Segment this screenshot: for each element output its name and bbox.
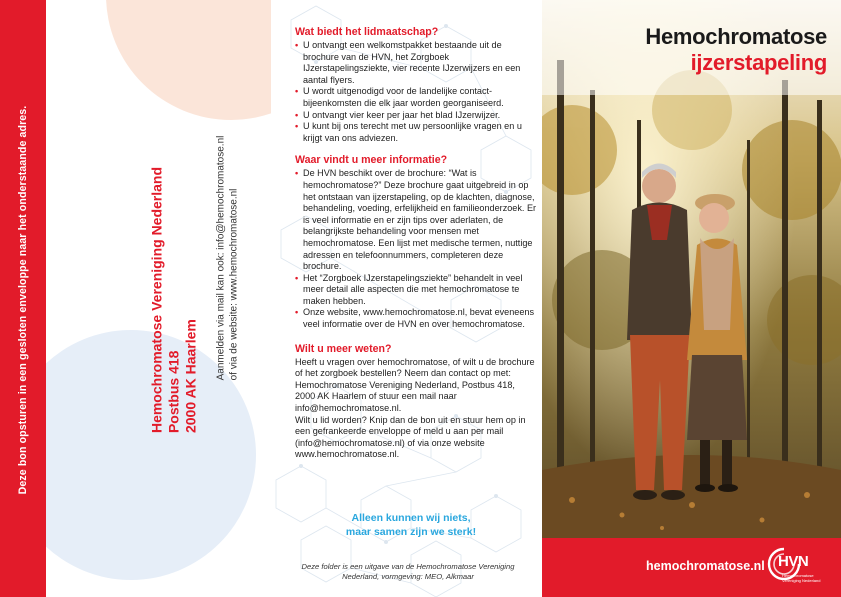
list-item: • U ontvangt vier keer per jaar het blad IJzerwijzer. [295, 110, 537, 122]
address-line: 2000 AK Haarlem [182, 319, 199, 434]
mailing-panel [46, 0, 271, 597]
section-heading: Wilt u meer weten? [295, 342, 392, 355]
logo-subtext-line: Hemochromatose [782, 573, 814, 578]
logo-text: HVN [778, 553, 809, 570]
slogan-line: maar samen zijn we sterk! [345, 525, 477, 538]
slogan [311, 512, 511, 539]
section-membership [295, 26, 537, 144]
cover-title-line: Hemochromatose [645, 24, 827, 49]
contact-paragraph: Heeft u vragen over hemochromatose, of wilt u de brochure of het zorgboek bestellen? Neem dan contact op met: Hemochromatose Vereniging Nederland, Postbus 418, 2000 AK Haarlem of stuur een mail naar info@hemochromatose.nl. [295, 356, 535, 414]
colophon-line: Deze folder is een uitgave van de Hemochromatose Vereniging [301, 562, 515, 571]
list-item: • Het “Zorgboek IJzerstapelingsziekte” behandelt in veel meer detail alle aspecten die met hemochromatose te maken hebben. [295, 273, 537, 308]
decorative-peach-circle [106, 0, 271, 120]
section-more-info [295, 154, 537, 330]
cover-subtitle-line: ijzerstapeling [690, 50, 827, 75]
send-instruction-text: Deze bon opsturen in een gesloten enveloppe naar het onderstaande adres. [17, 105, 29, 495]
cover-photo-couple-autumn-forest [542, 0, 841, 597]
logo-subtext-line: Vereniging Nederland [782, 578, 821, 583]
list-item: • U kunt bij ons terecht met uw persoonlijke vragen en u krijgt van ons adviezen. [295, 121, 537, 144]
bullet-list [295, 168, 537, 330]
colophon-line: Nederland, vormgeving: MEO, Alkmaar [342, 571, 474, 581]
address-line: Postbus 418 [165, 350, 182, 434]
register-info [216, 136, 241, 381]
list-item: • U wordt uitgenodigd voor de landelijke contact-bijeenkomsten die elk jaar worden georganiseerd. [295, 86, 537, 109]
register-line-website: of via de website: www.hemochromatose.nl [228, 188, 239, 381]
mailing-address [149, 167, 200, 433]
hvn-logo [764, 544, 834, 590]
footer-website-url: hemochromatose.nl [646, 559, 765, 573]
section-heading: Waar vindt u meer informatie? [295, 154, 448, 167]
cover-footer-bar [542, 538, 841, 597]
list-item: • Onze website, www.hemochromatose.nl, bevat eveneens veel informatie over de HVN en over hemochromatose. [295, 307, 537, 330]
address-line: Hemochromatose Vereniging Nederland [148, 166, 165, 434]
section-heading: Wat biedt het lidmaatschap? [295, 26, 439, 38]
colophon [293, 562, 523, 581]
information-text [295, 26, 537, 461]
section-contact [295, 343, 537, 461]
logo-subtext [782, 573, 838, 583]
list-item: • U ontvangt een welkomstpakket bestaande uit de brochure van de HVN, het Zorgboek IJzerstapelingsziekte, vier recente IJzerwijzers en een aantal flyers. [295, 40, 537, 86]
information-panel [271, 0, 542, 597]
membership-paragraph: Wilt u lid worden? Knip dan de bon uit en stuur hem op in een gefrankeerde enveloppe of meld u aan per mail (info@hemochromatose.nl) of via onze website www.hemochromatose.nl. [295, 414, 526, 460]
register-line-mail: Aanmelden via mail kan ook: info@hemochromatose.nl [215, 135, 227, 381]
cover-panel [542, 0, 841, 597]
slogan-line: Alleen kunnen wij niets, [351, 512, 471, 524]
cover-title [645, 24, 827, 76]
list-item: • De HVN beschikt over de brochure: “Wat is hemochromatose?” Deze brochure gaat uitgebreid in op het ontstaan van ijzerstapeling, op de klachten, diagnose, behandeling, voeding, erfelijkheid en familieonderzoek. Er is veel informatie en er zijn tips over aderlaten, de belangrijkste behandeling voor mensen met hemochromatose. Een lijst met medische termen, nuttige adressen en telefoonnummers, completeren deze brochure. [295, 168, 537, 272]
red-side-strip [0, 0, 46, 597]
bullet-list [295, 40, 537, 144]
